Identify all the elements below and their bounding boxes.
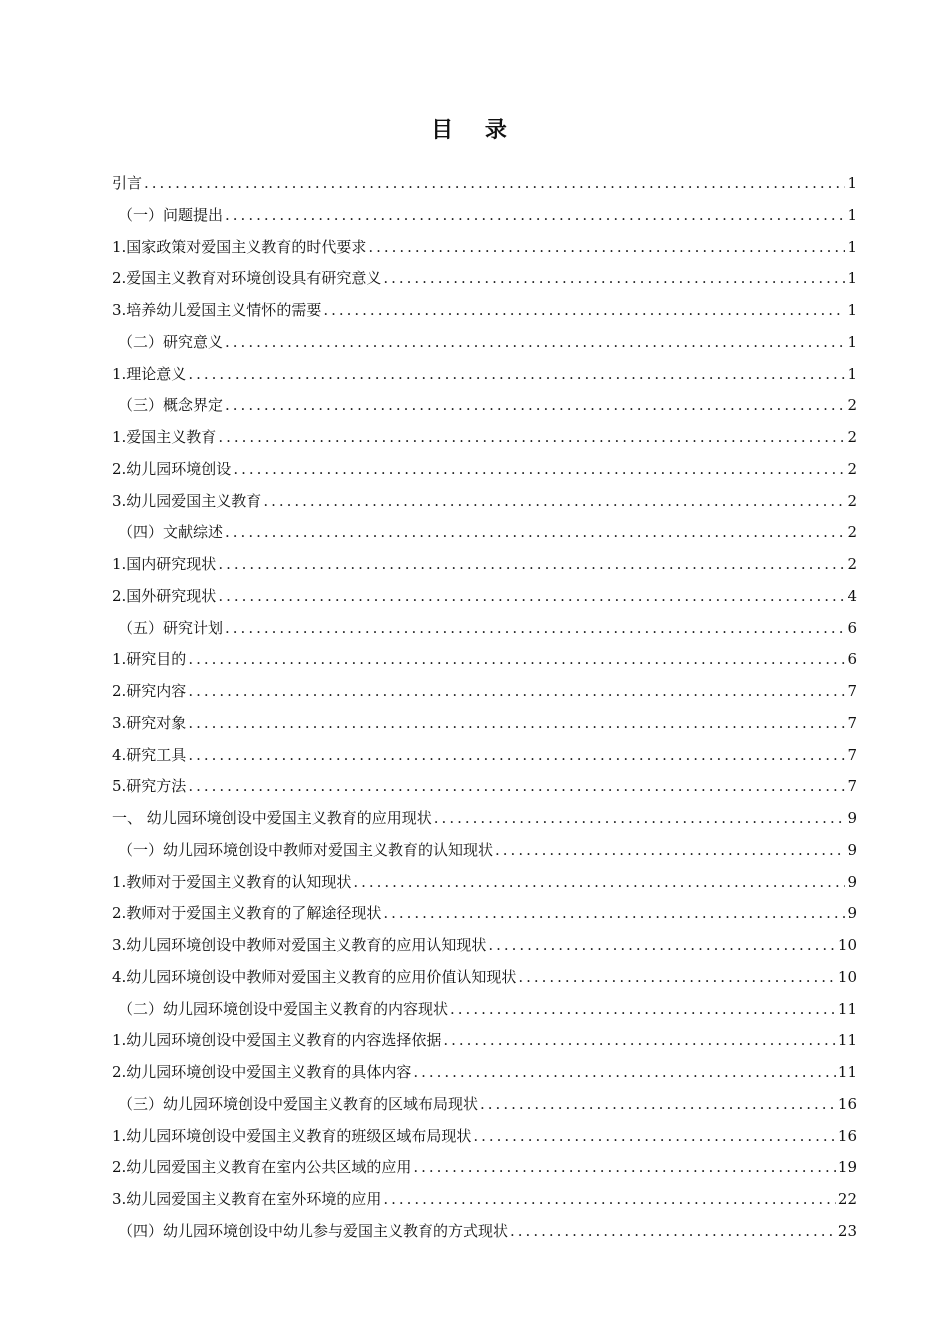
toc-entry-page-number: 1 [847,237,857,256]
toc-entry-page-number: 9 [847,840,857,859]
toc-entry-page-number: 1 [847,301,857,319]
toc-entry[interactable] [112,962,857,994]
toc-entry[interactable] [112,454,857,486]
toc-entry-title: （四）文献综述 [118,523,224,542]
toc-title: 目 录 [431,118,519,143]
toc-entry-title: 引言 [112,174,143,192]
toc-entry[interactable] [112,676,857,708]
toc-entry-page-number: 7 [847,777,857,796]
toc-entry-title: 1.国内研究现状 [112,555,217,573]
toc-entry-page-number: 2 [847,555,857,573]
toc-entry-title: 1.教师对于爱国主义教育的认知现状 [112,872,352,891]
toc-entry[interactable] [112,740,857,772]
toc-entry-title: 2.幼儿园爱国主义教育在室内公共区域的应用 [112,1158,412,1177]
toc-entry[interactable] [112,1089,857,1121]
toc-entry[interactable] [112,549,857,581]
toc-entry[interactable] [112,803,857,835]
toc-entry-title: 1.研究目的 [112,650,187,669]
dot-leader [188,359,845,391]
toc-entry-page-number: 2 [847,459,857,478]
toc-entry[interactable] [112,359,857,391]
toc-entry-title: 2.国外研究现状 [112,586,217,605]
toc-entry[interactable] [112,486,857,518]
dot-leader [353,867,845,899]
toc-entry[interactable] [112,930,857,962]
dot-leader [383,898,845,930]
table-of-contents [112,168,857,1248]
toc-entry-page-number: 16 [837,1126,857,1145]
toc-entry-title: 1.幼儿园环境创设中爱国主义教育的内容选择依据 [112,1031,442,1050]
dot-leader [144,168,845,200]
toc-entry[interactable] [112,1152,857,1184]
dot-leader [383,263,845,295]
toc-entry[interactable] [112,390,857,422]
dot-leader [263,486,845,518]
toc-entry-page-number: 2 [847,491,857,510]
toc-entry-page-number: 9 [847,809,857,827]
toc-entry-title: （三）幼儿园环境创设中爱国主义教育的区域布局现状 [118,1094,479,1113]
toc-entry-title: （一）问题提出 [118,205,224,224]
toc-entry-page-number: 2 [847,428,857,446]
toc-entry-title: 4.研究工具 [112,745,187,764]
dot-leader [225,517,845,549]
dot-leader [188,676,845,708]
toc-entry-page-number: 16 [837,1094,857,1113]
toc-entry[interactable] [112,327,857,359]
toc-entry-page-number: 2 [847,523,857,542]
dot-leader [323,295,845,327]
dot-leader [188,708,845,740]
toc-entry-title: 2.教师对于爱国主义教育的了解途径现状 [112,904,382,923]
toc-entry-page-number: 9 [847,872,857,891]
toc-entry[interactable] [112,232,857,264]
dot-leader [218,581,845,613]
toc-entry-title: 2.研究内容 [112,682,187,700]
toc-entry-title: 2.爱国主义教育对环境创设具有研究意义 [112,269,382,288]
toc-entry-page-number: 1 [847,332,857,351]
toc-entry-page-number: 6 [847,618,857,637]
toc-entry-title: （四）幼儿园环境创设中幼儿参与爱国主义教育的方式现状 [118,1221,509,1240]
toc-entry[interactable] [112,613,857,645]
toc-entry[interactable] [112,644,857,676]
toc-entry-page-number: 9 [847,904,857,923]
dot-leader [443,1025,836,1057]
toc-entry-page-number: 1 [847,269,857,288]
dot-leader [480,1089,836,1121]
dot-leader [225,200,845,232]
toc-entry-title: （三）概念界定 [118,396,224,415]
toc-entry-page-number: 10 [837,936,857,954]
toc-entry[interactable] [112,422,857,454]
toc-entry[interactable] [112,1025,857,1057]
toc-entry-page-number: 7 [847,745,857,764]
toc-entry-title: 一、 幼儿园环境创设中爱国主义教育的应用现状 [112,809,432,827]
dot-leader [473,1121,836,1153]
dot-leader [218,422,845,454]
toc-entry[interactable] [112,581,857,613]
toc-entry-title: （二）幼儿园环境创设中爱国主义教育的内容现状 [118,999,449,1018]
dot-leader [188,644,845,676]
toc-entry-title: 5.研究方法 [112,777,187,796]
toc-entry[interactable] [112,1184,857,1216]
toc-entry-page-number: 23 [837,1221,857,1240]
toc-entry[interactable] [112,898,857,930]
toc-entry-page-number: 1 [847,205,857,224]
dot-leader [413,1057,836,1089]
toc-entry-page-number: 1 [847,174,857,192]
toc-entry[interactable] [112,835,857,867]
toc-entry-title: 2.幼儿园环境创设 [112,459,232,478]
toc-entry-page-number: 4 [847,586,857,605]
toc-entry[interactable] [112,1216,857,1248]
dot-leader [188,740,845,772]
toc-entry[interactable] [112,263,857,295]
toc-entry-page-number: 11 [837,1031,857,1050]
toc-entry-page-number: 7 [847,682,857,700]
dot-leader [510,1216,836,1248]
toc-entry-page-number: 19 [837,1158,857,1177]
toc-entry[interactable] [112,1121,857,1153]
dot-leader [225,327,845,359]
toc-entry-title: 1.幼儿园环境创设中爱国主义教育的班级区域布局现状 [112,1126,472,1145]
toc-entry-title: 1.国家政策对爱国主义教育的时代要求 [112,237,367,256]
dot-leader [383,1184,836,1216]
toc-entry[interactable] [112,1057,857,1089]
toc-entry-title: 3.幼儿园爱国主义教育 [112,491,262,510]
toc-entry[interactable] [112,771,857,803]
toc-entry[interactable] [112,200,857,232]
toc-entry-page-number: 11 [837,999,857,1018]
dot-leader [518,962,836,994]
toc-entry-title: （一）幼儿园环境创设中教师对爱国主义教育的认知现状 [118,840,494,859]
toc-entry-title: 1.爱国主义教育 [112,428,217,446]
toc-entry-page-number: 6 [847,650,857,669]
toc-entry-title: 3.研究对象 [112,713,187,732]
dot-leader [434,803,846,835]
dot-leader [225,390,845,422]
dot-leader [225,613,845,645]
toc-entry-title: （二）研究意义 [118,332,224,351]
dot-leader [495,835,845,867]
toc-entry[interactable] [112,994,857,1026]
toc-entry-page-number: 10 [837,967,857,986]
toc-entry[interactable] [112,517,857,549]
toc-entry-page-number: 2 [847,396,857,415]
toc-entry-page-number: 7 [847,713,857,732]
toc-entry-page-number: 22 [837,1190,857,1208]
toc-entry-title: （五）研究计划 [118,618,224,637]
toc-entry-title: 4.幼儿园环境创设中教师对爱国主义教育的应用价值认知现状 [112,967,517,986]
toc-entry[interactable] [112,295,857,327]
dot-leader [233,454,845,486]
toc-entry-title: 2.幼儿园环境创设中爱国主义教育的具体内容 [112,1063,412,1081]
dot-leader [218,549,845,581]
toc-entry-title: 3.幼儿园环境创设中教师对爱国主义教育的应用认知现状 [112,936,487,954]
toc-entry[interactable] [112,867,857,899]
toc-entry-page-number: 11 [837,1063,857,1081]
toc-entry-title: 3.培养幼儿爱国主义情怀的需要 [112,301,322,319]
dot-leader [188,771,845,803]
dot-leader [368,232,845,264]
dot-leader [450,994,836,1026]
toc-entry[interactable] [112,708,857,740]
toc-entry-page-number: 1 [847,364,857,383]
dot-leader [488,930,836,962]
dot-leader [413,1152,836,1184]
toc-entry-title: 1.理论意义 [112,364,187,383]
toc-entry[interactable] [112,168,857,200]
toc-entry-title: 3.幼儿园爱国主义教育在室外环境的应用 [112,1190,382,1208]
